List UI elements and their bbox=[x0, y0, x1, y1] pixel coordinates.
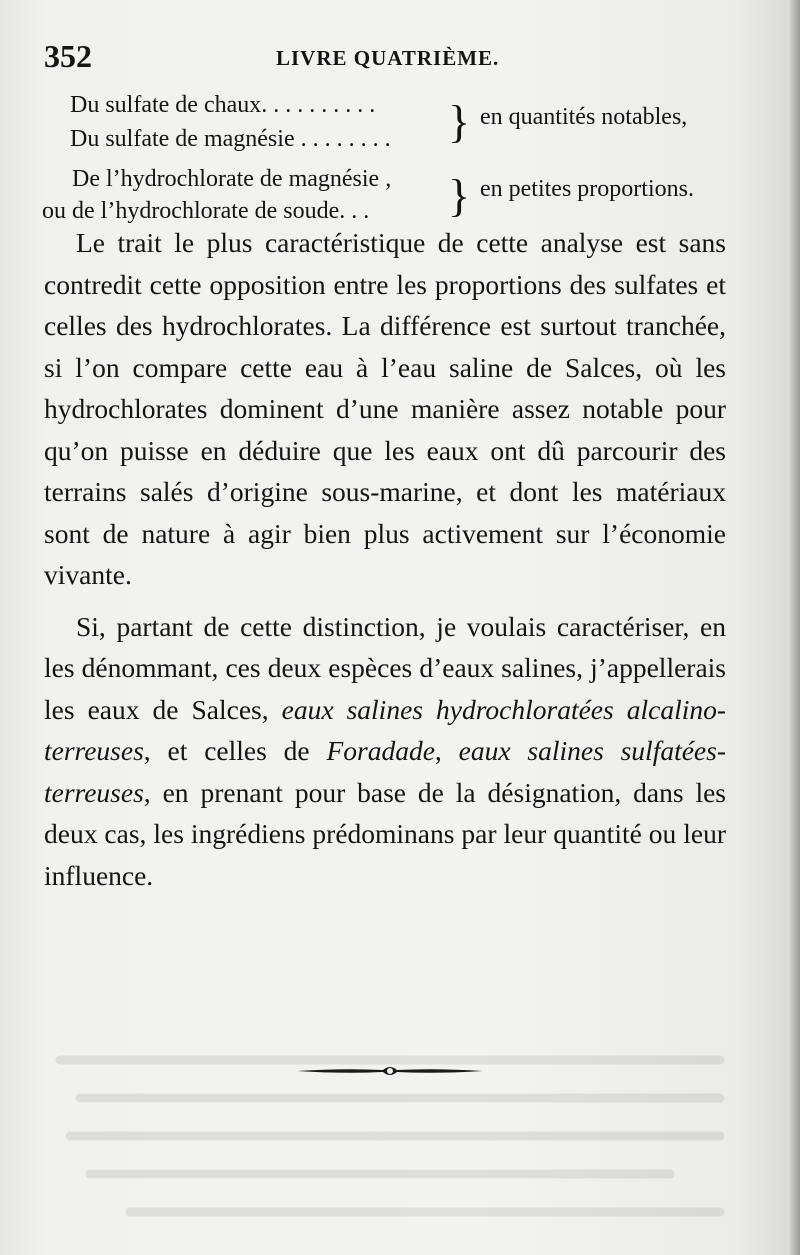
ornament-divider-icon bbox=[295, 1064, 485, 1078]
table-row: De l’hydrochlorate de magnésie , bbox=[72, 166, 392, 192]
text-run: , en prenant pour base de la désignation, dans les deux cas, les ingrédiens prédominans par leur quantité ou leur influence. bbox=[44, 776, 726, 891]
paragraph-analysis: Le trait le plus caractéristique de cette analyse est sans contredit cette opposition entre les proportions des sulfates et celles des hydrochlorates. La différence est surtout tranchée, si l’on compare cette eau à l’eau saline de Salces, où les hydrochlorates dominent d’une manière assez notable pour qu’on puisse en déduire que les eaux ont dû parcourir des terrains salés d’origine sous-marine, et dont les matériaux sont de nature à agir bien plus activement sur l’économie vivante. bbox=[44, 227, 726, 590]
running-head: LIVRE QUATRIÈME. bbox=[276, 46, 500, 70]
page-header bbox=[44, 38, 724, 78]
paragraph-naming bbox=[44, 606, 726, 897]
text-run: Si, partant de cette distinction, je voulais caractériser, en les dénommant, ces deux espèces d’eaux salines, j’appellerais les eaux de Salces, bbox=[44, 610, 726, 725]
table-group-notable bbox=[40, 88, 740, 160]
quantity-label: en quantités notables, bbox=[480, 104, 688, 130]
page-spine-edge bbox=[790, 0, 800, 1255]
brace-icon: } bbox=[448, 96, 471, 147]
italic-term: eaux salines hydrochloratées alcalino-terreuses bbox=[44, 693, 727, 766]
table-row: Du sulfate de chaux. . . . . . . . . . bbox=[70, 92, 376, 118]
quantity-label: en petites proportions. bbox=[480, 176, 694, 202]
table-row: Du sulfate de magnésie . . . . . . . . bbox=[70, 126, 391, 152]
body-text bbox=[44, 222, 726, 896]
page-number: 352 bbox=[44, 38, 92, 74]
composition-table bbox=[40, 88, 740, 234]
text-run: , bbox=[434, 735, 459, 766]
italic-term: eaux salines sulfatées-terreuses bbox=[44, 735, 726, 808]
text-run: , et celles de bbox=[143, 735, 327, 766]
table-row: ou de l’hydrochlorate de soude. . . bbox=[42, 198, 370, 224]
italic-place-name: Foradade bbox=[326, 735, 435, 766]
brace-icon: } bbox=[448, 170, 471, 221]
